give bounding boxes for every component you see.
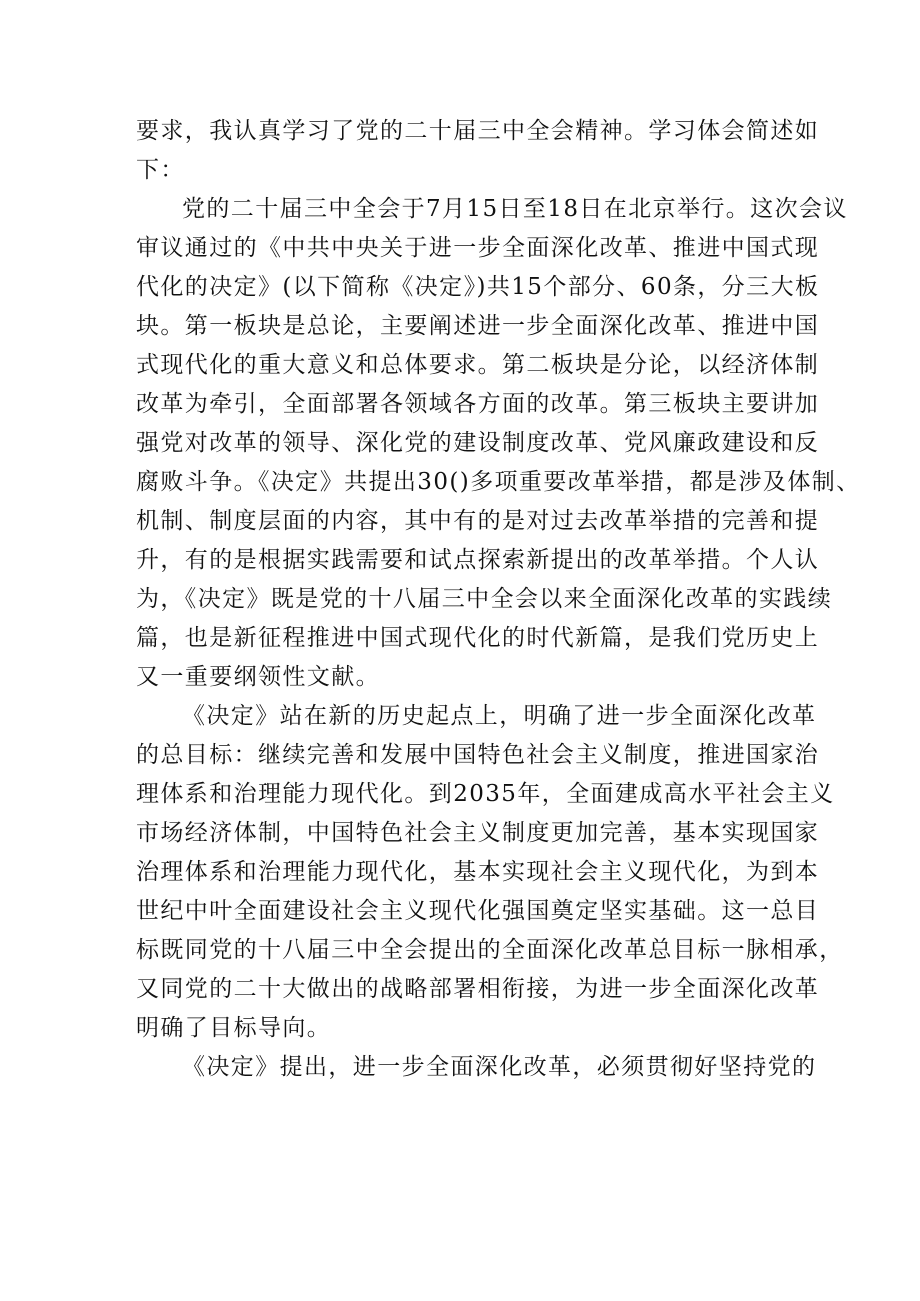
text-line: 审议通过的《中共中央关于进一步全面深化改革、推进中国式现 <box>136 235 820 261</box>
text-line: 腐败斗争。《决定》共提出30()多项重要改革举措，都是涉及体制、 <box>136 469 861 495</box>
text-line: 下： <box>136 157 185 183</box>
text-line: 理体系和治理能力现代化。到2035年，全面建成高水平社会主义 <box>136 781 835 807</box>
text-line: 明确了目标导向。 <box>136 1015 332 1041</box>
text-line: 式现代化的重大意义和总体要求。第二板块是分论，以经济体制 <box>136 352 820 378</box>
paragraph-overall-goal <box>136 697 844 1048</box>
text-line: 又一重要纲领性文献。 <box>136 664 380 690</box>
text-line: 篇，也是新征程推进中国式现代化的时代新篇，是我们党历史上 <box>136 625 820 651</box>
paragraph-plenum-overview <box>136 190 861 697</box>
text-line: 标既同党的十八届三中全会提出的全面深化改革总目标一脉相承， <box>136 937 844 963</box>
text-line: 市场经济体制，中国特色社会主义制度更加完善，基本实现国家 <box>136 820 820 846</box>
text-line: 党的二十届三中全会于7月15日至18日在北京举行。这次会议 <box>182 196 848 222</box>
text-line: 升，有的是根据实践需要和试点探索新提出的改革举措。个人认 <box>136 547 820 573</box>
text-line: 《决定》站在新的历史起点上，明确了进一步全面深化改革 <box>182 703 817 729</box>
text-line: 世纪中叶全面建设社会主义现代化强国奠定坚实基础。这一总目 <box>136 898 820 924</box>
text-line: 改革为牵引，全面部署各领域各方面的改革。第三板块主要讲加 <box>136 391 820 417</box>
text-line: 代化的决定》(以下简称《决定》)共15个部分、60条，分三大板 <box>136 274 820 300</box>
text-line: 机制、制度层面的内容，其中有的是对过去改革举措的完善和提 <box>136 508 820 534</box>
text-line: 的总目标：继续完善和发展中国特色社会主义制度，推进国家治 <box>136 742 820 768</box>
document-body <box>136 112 861 1087</box>
paragraph-decision-principles <box>136 1048 817 1087</box>
text-line: 强党对改革的领导、深化党的建设制度改革、党风廉政建设和反 <box>136 430 820 456</box>
text-line: 又同党的二十大做出的战略部署相衔接，为进一步全面深化改革 <box>136 976 820 1002</box>
text-line: 要求，我认真学习了党的二十届三中全会精神。学习体会简述如 <box>136 118 820 144</box>
paragraph-intro-continuation <box>136 112 820 190</box>
text-line: 为，《决定》既是党的十八届三中全会以来全面深化改革的实践续 <box>136 586 833 612</box>
text-line: 《决定》提出，进一步全面深化改革，必须贯彻好坚持党的 <box>182 1054 817 1080</box>
text-line: 块。第一板块是总论，主要阐述进一步全面深化改革、推进中国 <box>136 313 820 339</box>
text-line: 治理体系和治理能力现代化，基本实现社会主义现代化，为到本 <box>136 859 820 885</box>
